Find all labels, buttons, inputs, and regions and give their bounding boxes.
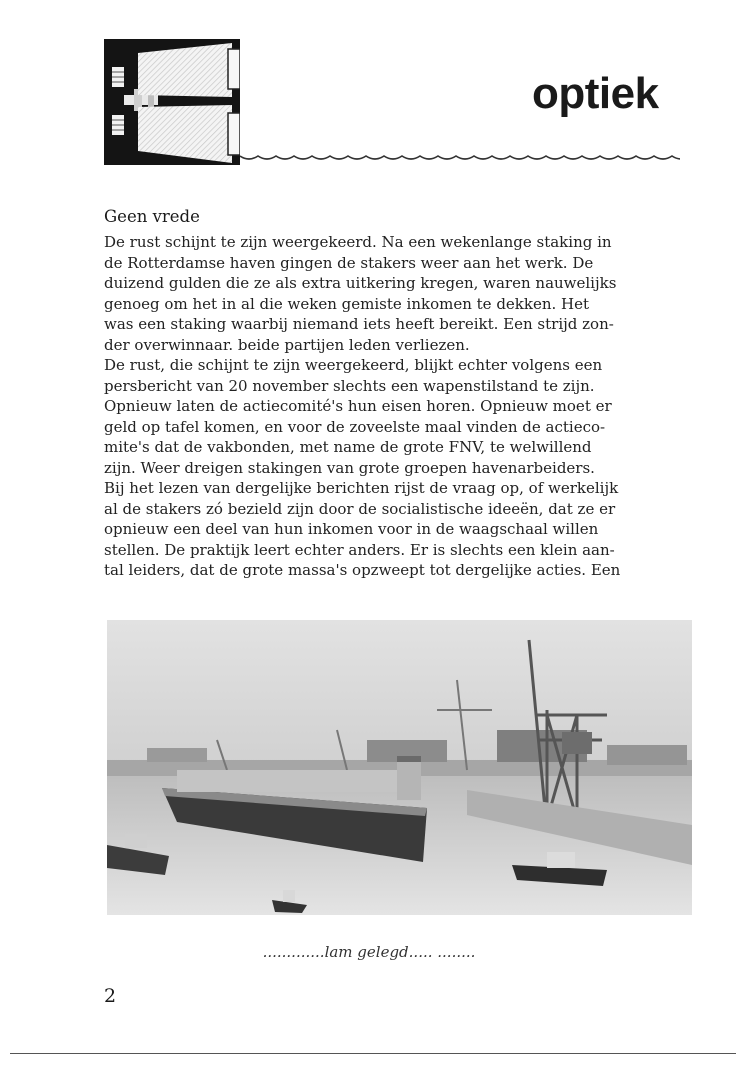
article-line: duizend gulden die ze als extra uitkering kregen, waren nauwelijks bbox=[104, 274, 617, 292]
article-line: de Rotterdamse haven gingen de stakers weer aan het werk. De bbox=[104, 253, 594, 272]
article-line: mite's dat de vakbonden, met name de grote FNV, te welwillend bbox=[104, 438, 592, 456]
article-line: stellen. De praktijk leert echter anders. Er is slechts een klein aan- bbox=[104, 540, 615, 559]
bottom-rule bbox=[10, 1053, 736, 1054]
article-line: was een staking waarbij niemand iets heeft bereikt. Een strijd zon- bbox=[104, 315, 614, 333]
article-line: De rust schijnt te zijn weergekeerd. Na een wekenlange staking in bbox=[104, 233, 612, 251]
harbor-photo bbox=[107, 620, 692, 915]
article-line: De rust, die schijnt te zijn weergekeerd, blijkt echter volgens een bbox=[104, 356, 603, 374]
wave-divider bbox=[240, 150, 680, 166]
binoculars-icon bbox=[104, 39, 240, 165]
page-number: 2 bbox=[104, 985, 117, 1007]
page-title: optiek bbox=[532, 69, 659, 118]
article-line: Bij het lezen van dergelijke berichten rijst de vraag op, of werkelijk bbox=[104, 479, 619, 497]
article-line: der overwinnaar. beide partijen leden verliezen. bbox=[104, 335, 470, 354]
article-line: persbericht van 20 november slechts een wapenstilstand te zijn. bbox=[104, 376, 595, 395]
article-line: tal leiders, dat de grote massa's opzweept tot dergelijke acties. Een bbox=[104, 561, 621, 579]
article-line: al de stakers zó bezield zijn door de socialistische ideeën, dat ze er bbox=[104, 499, 616, 518]
article-line: geld op tafel komen, en voor de zoveelste maal vinden de actieco- bbox=[104, 417, 606, 436]
article-line: zijn. Weer dreigen stakingen van grote groepen havenarbeiders. bbox=[104, 458, 595, 477]
article-body bbox=[104, 232, 704, 581]
article-line: opnieuw een deel van hun inkomen voor in de waagschaal willen bbox=[104, 520, 599, 538]
article-line: genoeg om het in al die weken gemiste inkomen te dekken. Het bbox=[104, 294, 590, 313]
article-line: Opnieuw laten de actiecomité's hun eisen horen. Opnieuw moet er bbox=[104, 397, 612, 415]
article-heading: Geen vrede bbox=[104, 207, 200, 226]
photo-caption: .............lam gelegd..... ........ bbox=[262, 943, 476, 961]
